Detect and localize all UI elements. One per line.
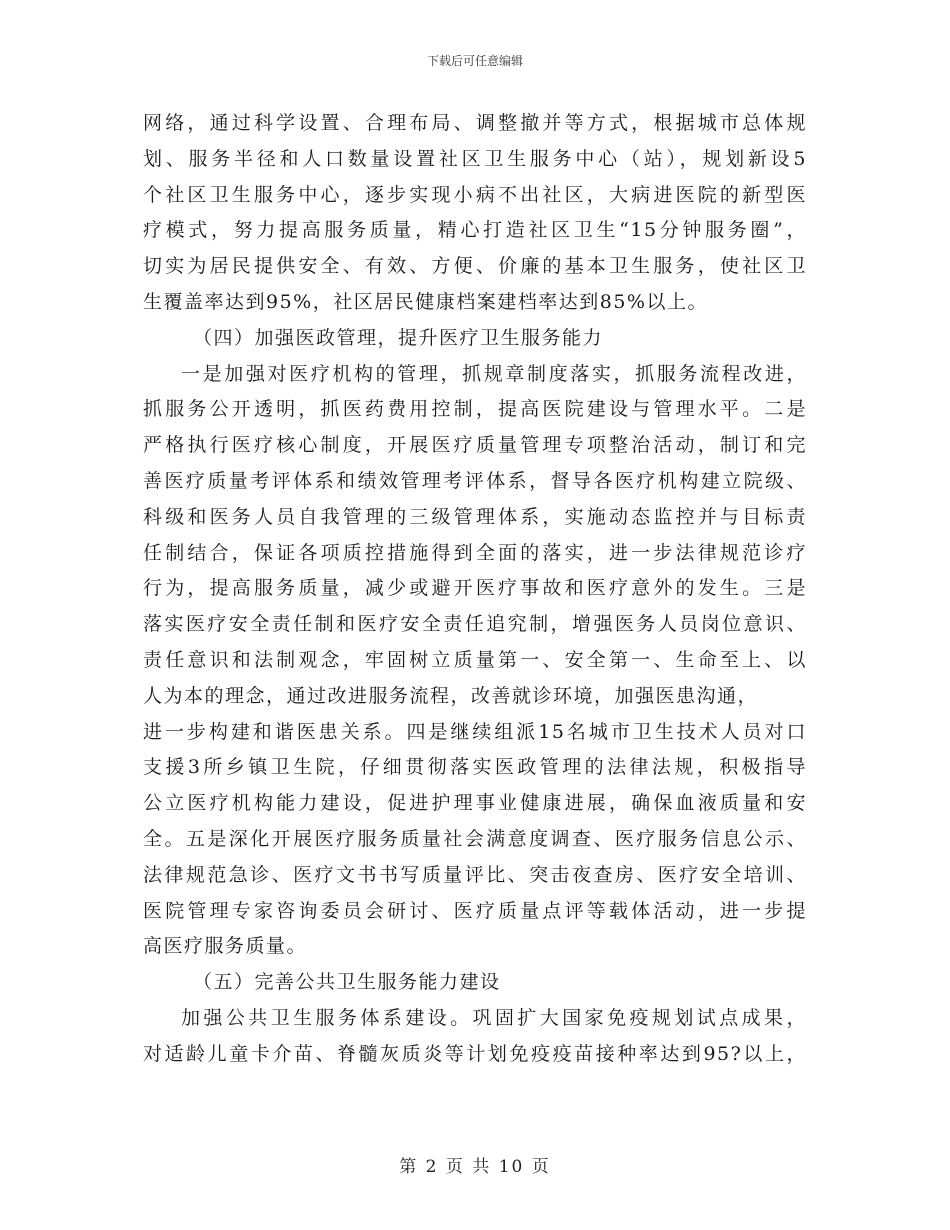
body-line: 人为本的理念，通过改进服务流程，改善就诊环境，加强医患沟通， — [143, 684, 759, 707]
body-line: 责任意识和法制观念，牢固树立质量第一、安全第一、生命至上、以 — [143, 648, 807, 671]
body-line: 切实为居民提供安全、有效、方便、价廉的基本卫生服务，使社区卫 — [143, 255, 807, 278]
page-header-note: 下载后可任意编辑 — [426, 54, 523, 68]
body-line: 严格执行医疗核心制度，开展医疗质量管理专项整治活动，制订和完 — [143, 434, 807, 457]
body-line: 科级和医务人员自我管理的三级管理体系，实施动态监控并与目标责 — [143, 505, 807, 528]
document-body — [143, 106, 807, 1073]
body-line: 善医疗质量考评体系和绩效管理考评体系，督导各医疗机构建立院级、 — [143, 469, 807, 492]
body-line: 医院管理专家咨询委员会研讨、医疗质量点评等载体活动，进一步提 — [143, 899, 807, 922]
body-line: 划、服务半径和人口数量设置社区卫生服务中心（站），规划新设5 — [143, 147, 807, 170]
body-line: 抓服务公开透明，抓医药费用控制，提高医院建设与管理水平。二是 — [143, 398, 807, 421]
body-line: 进一步构建和谐医患关系。四是继续组派15名城市卫生技术人员对口 — [143, 720, 807, 743]
body-line: 疗模式，努力提高服务质量，精心打造社区卫生“15分钟服务圈”， — [143, 219, 807, 242]
body-line: 一是加强对医疗机构的管理，抓规章制度落实，抓服务流程改进， — [181, 362, 807, 385]
body-line: 公立医疗机构能力建设，促进护理事业健康进展，确保血液质量和安 — [143, 792, 807, 815]
body-line: 高医疗服务质量。 — [143, 935, 308, 958]
page-number: 第 2 页 共 10 页 — [399, 1157, 551, 1177]
body-line: 对适龄儿童卡介苗、脊髓灰质炎等计划免疫疫苗接种率达到95?以上， — [143, 1042, 807, 1065]
section-heading-4: （四）加强医政管理，提升医疗卫生服务能力 — [193, 326, 604, 349]
body-line: 落实医疗安全责任制和医疗安全责任追究制，增强医务人员岗位意识、 — [143, 613, 807, 636]
body-line: 法律规范急诊、医疗文书书写质量评比、突击夜查房、医疗安全培训、 — [143, 863, 807, 886]
body-line: 行为，提高服务质量，减少或避开医疗事故和医疗意外的发生。三是 — [143, 577, 807, 600]
body-line: 任制结合，保证各项质控措施得到全面的落实，进一步法律规范诊疗 — [143, 541, 807, 564]
section-heading-5: （五）完善公共卫生服务能力建设 — [193, 971, 501, 994]
body-line: 网络，通过科学设置、合理布局、调整撤并等方式，根据城市总体规 — [143, 112, 807, 134]
body-line: 支援3所乡镇卫生院，仔细贯彻落实医政管理的法律法规，积极指导 — [143, 756, 807, 779]
body-line: 生覆盖率达到95%，社区居民健康档案建档率达到85%以上。 — [143, 290, 708, 313]
body-line: 加强公共卫生服务体系建设。巩固扩大国家免疫规划试点成果， — [181, 1006, 807, 1029]
body-line: 全。五是深化开展医疗服务质量社会满意度调查、医疗服务信息公示、 — [143, 827, 807, 850]
body-line: 个社区卫生服务中心，逐步实现小病不出社区，大病进医院的新型医 — [143, 183, 807, 206]
